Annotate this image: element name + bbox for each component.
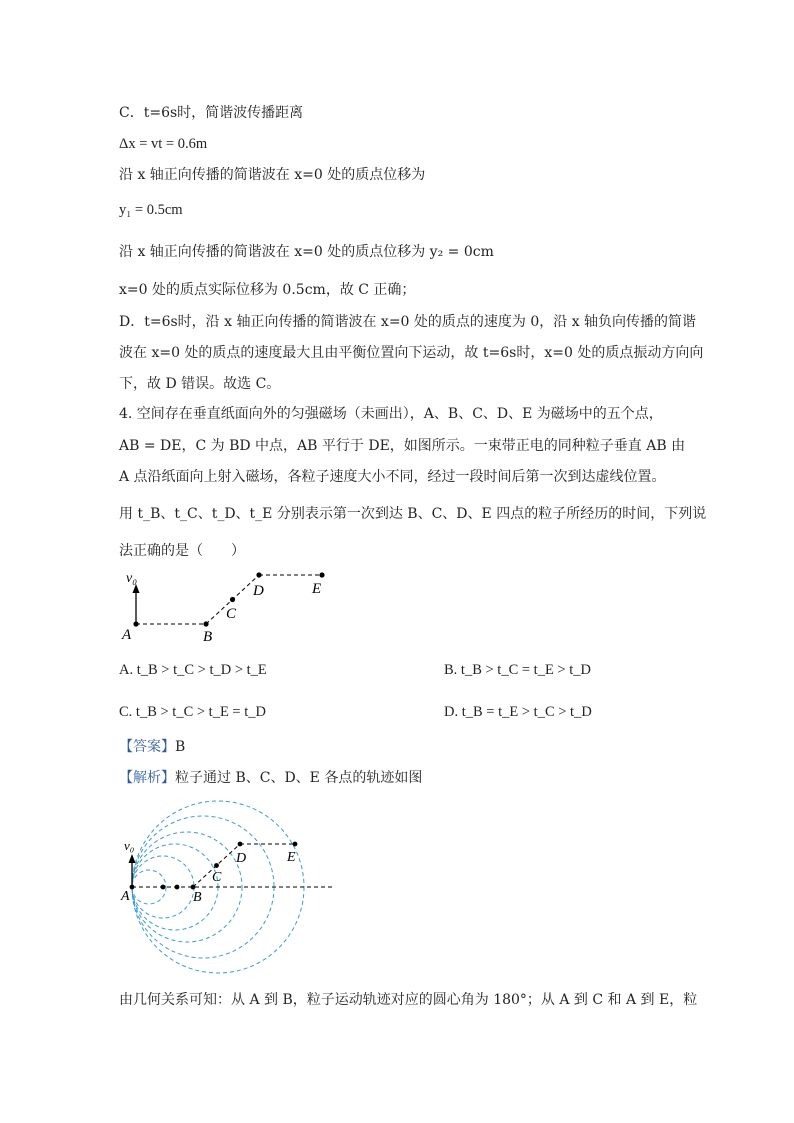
question-stem: 法正确的是（ ） <box>119 543 245 559</box>
point-e <box>319 572 324 577</box>
analysis-line <box>119 768 422 788</box>
label-d: D <box>236 851 247 866</box>
label-b: B <box>203 629 213 645</box>
question-stem: A 点沿纸面向上射入磁场，各粒子速度大小不同，经过一段时间后第一次到达虚线位置。 <box>119 469 666 485</box>
label-c: C <box>226 606 237 622</box>
text-line: C．t=6s时，简谐波传播距离 <box>119 105 304 121</box>
arrowhead-icon <box>129 854 136 863</box>
analysis-tag: 【解析】 <box>119 770 175 786</box>
text-line: 下，故 D 错误。故选 C。 <box>119 376 281 392</box>
question-stem: 4. 空间存在垂直纸面向外的匀强磁场（未画出），A、B、C、D、E 为磁场中的五个点， <box>119 406 663 422</box>
question-figure <box>118 565 338 647</box>
text-line: 由几何关系可知：从 A 到 B，粒子运动轨迹对应的圆心角为 180°；从 A 到 C 和 A 到 E，粒 <box>119 992 698 1008</box>
label-e: E <box>287 850 296 865</box>
label-d: D <box>253 583 264 599</box>
answer-value: B <box>175 739 186 755</box>
point-b <box>203 621 208 626</box>
label-a: A <box>122 627 132 643</box>
question-stem: 用 t_B、t_C、t_D、t_E 分别表示第一次到达 B、C、D、E 四点的粒子所经历的时间，下列说 <box>119 506 707 522</box>
label-v0: v₀ <box>126 571 138 586</box>
option-a: A. t_B > t_C > t_D > t_E <box>119 662 267 678</box>
point-d <box>238 842 243 847</box>
midpoint <box>175 885 180 890</box>
label-v0: v₀ <box>124 838 135 853</box>
point-a <box>133 621 138 626</box>
text-line: 沿 x 轴正向传播的简谐波在 x=0 处的质点位移为 y₂ = 0cm <box>119 244 494 260</box>
label-b: B <box>193 890 202 905</box>
label-c: C <box>212 870 222 885</box>
midpoint <box>161 885 166 890</box>
option-c: C. t_B > t_C > t_E = t_D <box>119 704 266 720</box>
label-a: A <box>121 889 130 904</box>
point-c <box>230 597 235 602</box>
point-e <box>293 842 298 847</box>
text-line: x=0 处的质点实际位移为 0.5cm，故 C 正确； <box>119 282 416 298</box>
point-c <box>214 863 219 868</box>
answer-line <box>119 737 185 757</box>
label-e: E <box>312 581 322 597</box>
option-d: D. t_B = t_E > t_C > t_D <box>444 704 592 720</box>
point-b <box>191 885 196 890</box>
option-b: B. t_B > t_C = t_E > t_D <box>444 662 591 678</box>
equation: y₁ = 0.5cm <box>119 202 183 218</box>
text-line: D．t=6s时，沿 x 轴正向传播的简谐波在 x=0 处的质点的速度为 0，沿 x 轴负向传播的简谐 <box>119 314 697 330</box>
trajectory-figure <box>115 800 345 985</box>
analysis-text: 粒子通过 B、C、D、E 各点的轨迹如图 <box>175 770 423 786</box>
answer-tag: 【答案】 <box>119 739 175 755</box>
point-a <box>130 885 135 890</box>
text-line: 沿 x 轴正向传播的简谐波在 x=0 处的质点位移为 <box>119 167 426 183</box>
equation: Δx = vt = 0.6m <box>119 136 208 152</box>
text-line: 波在 x=0 处的质点的速度最大且由平衡位置向下运动，故 t=6s时，x=0 处的质点振动方向向 <box>119 345 704 361</box>
point-d <box>256 572 261 577</box>
question-stem: AB = DE，C 为 BD 中点，AB 平行于 DE，如图所示。一束带正电的同种粒子垂直 AB 由 <box>119 438 686 454</box>
